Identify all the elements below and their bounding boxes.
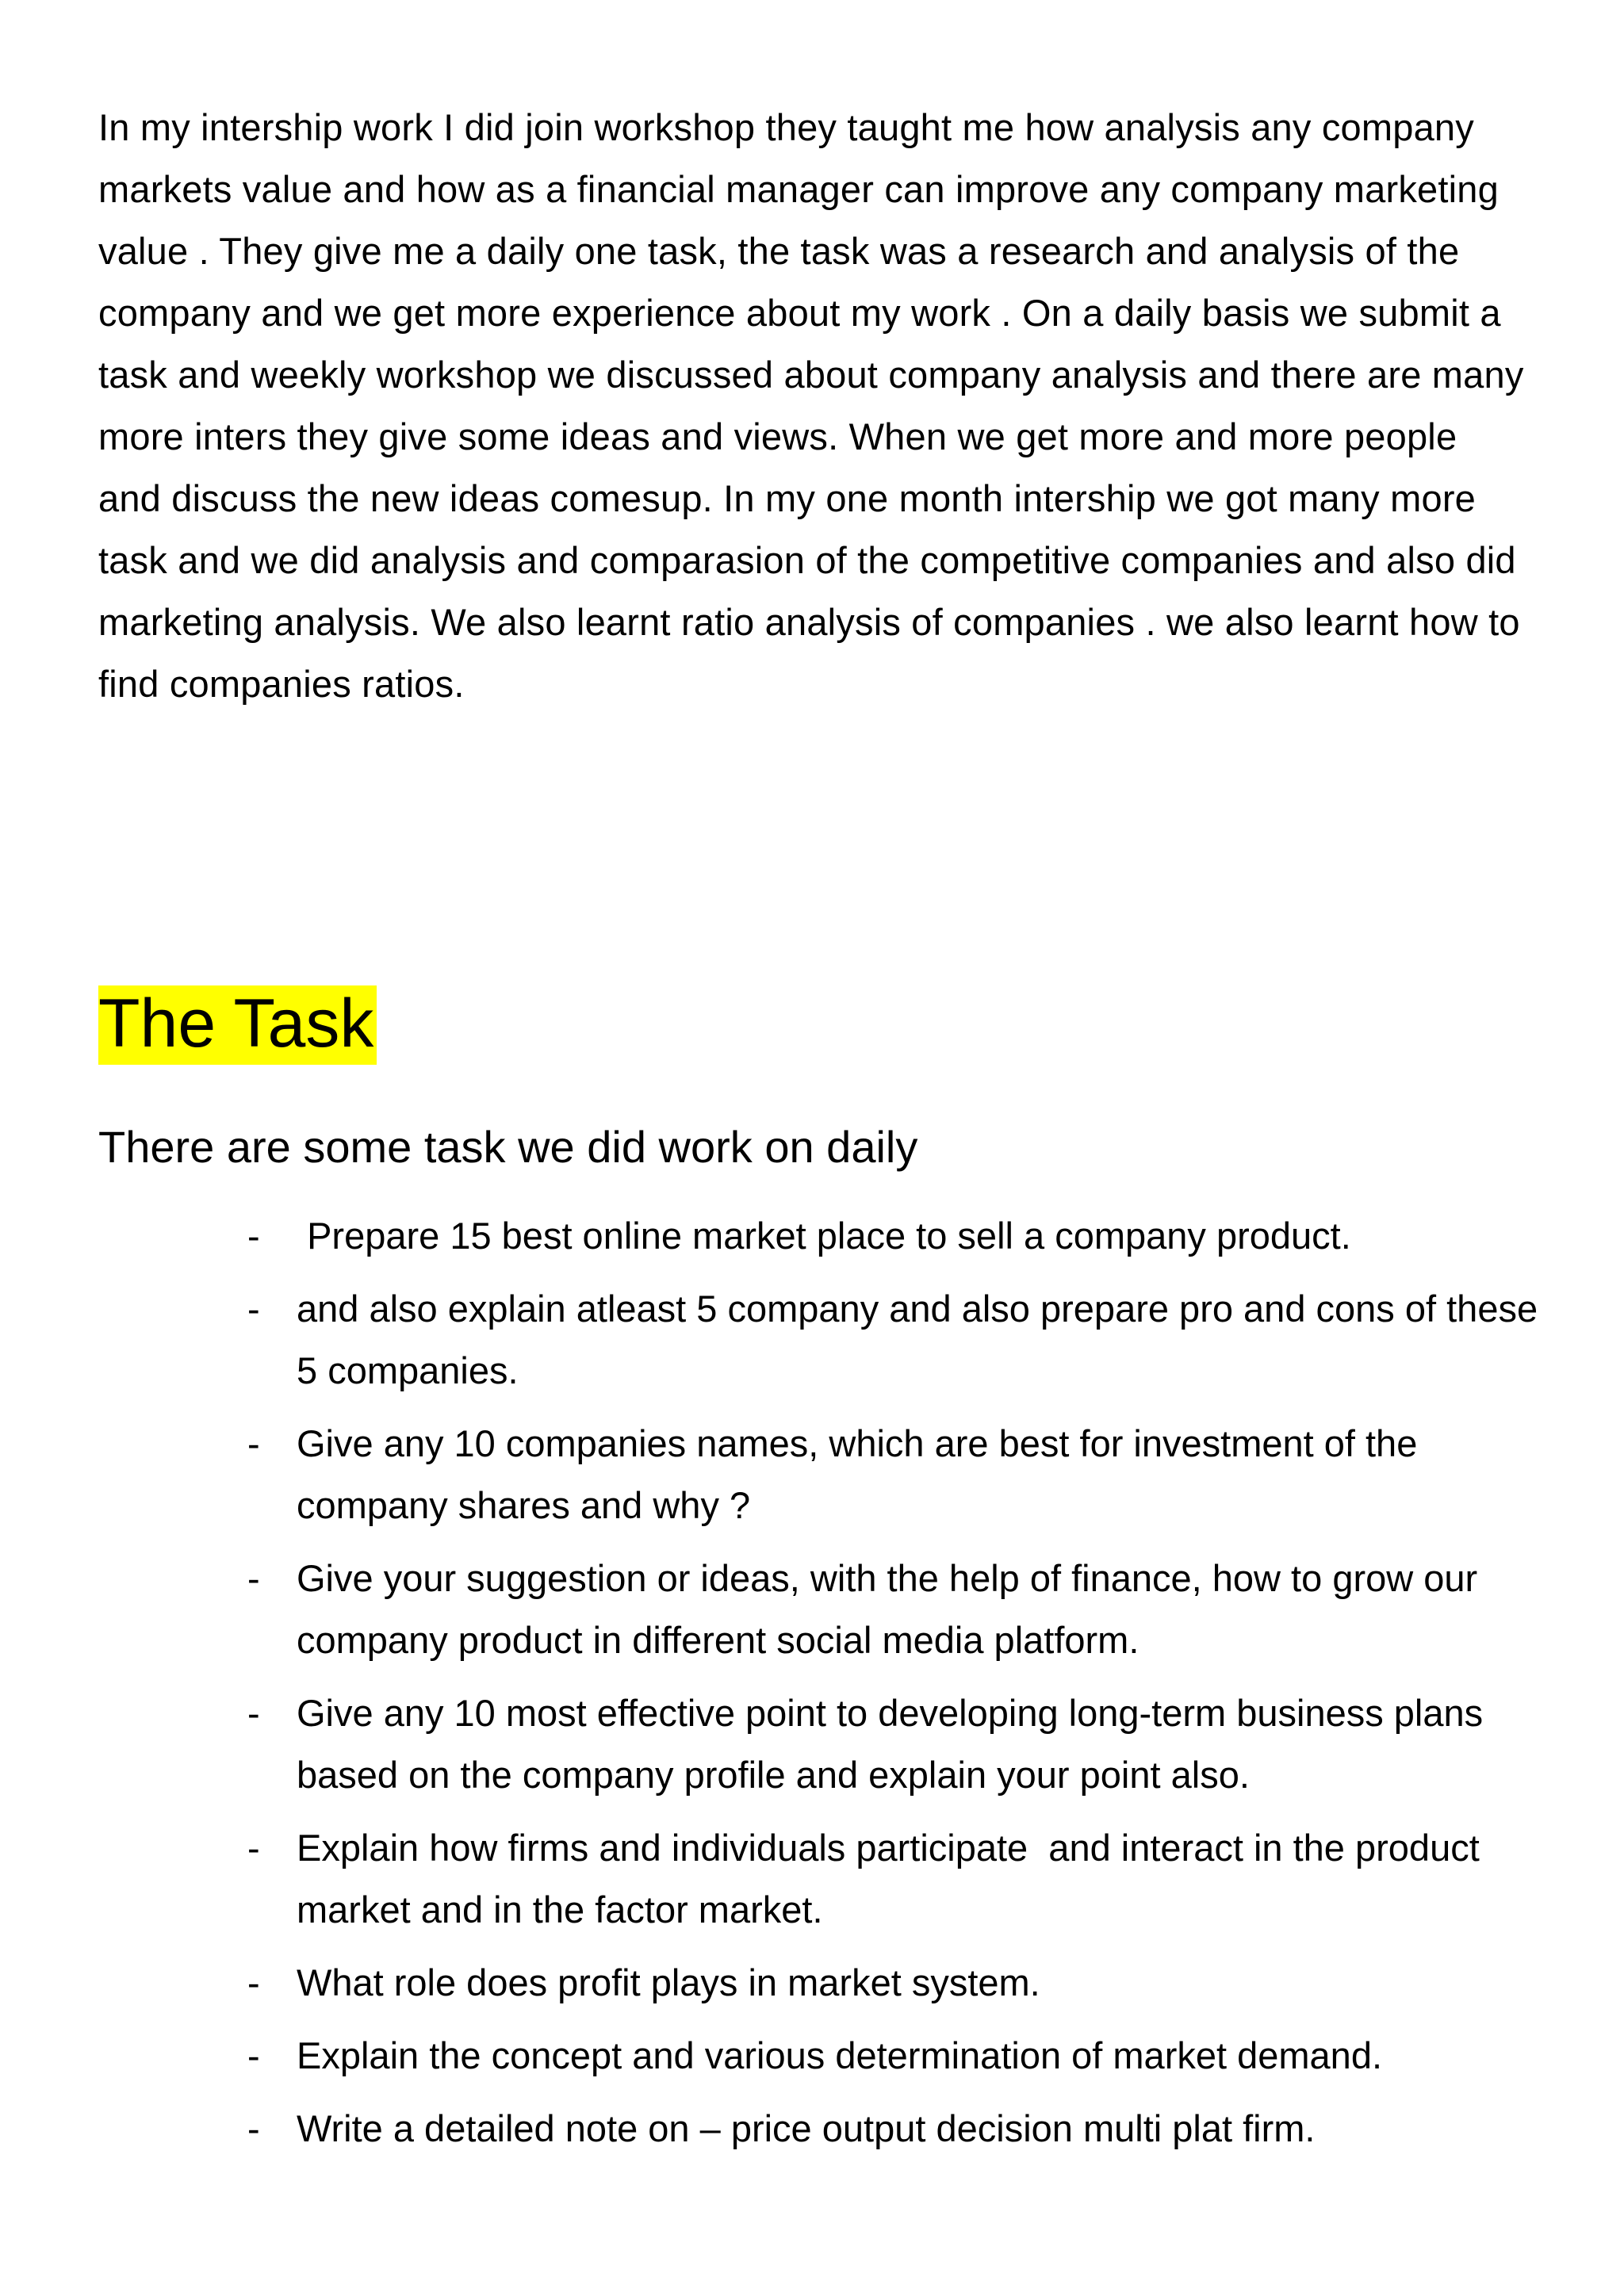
- bullet-dash: -: [247, 2034, 260, 2076]
- list-item: [238, 2098, 1538, 2160]
- list-item-text: Give any 10 most effective point to developing long-term business plans based on the company profile and explain your point also.: [297, 1692, 1484, 1796]
- list-item: [238, 1205, 1538, 1267]
- list-item-text: Write a detailed note on – price output decision multi plat firm.: [297, 2107, 1316, 2149]
- section-heading: [98, 977, 377, 1070]
- bullet-dash: -: [247, 1961, 260, 2003]
- list-item: [238, 1817, 1538, 1941]
- list-item: [238, 1548, 1538, 1671]
- task-list: [238, 1205, 1538, 2171]
- section-heading-highlight: The Task: [98, 985, 377, 1065]
- list-item-text: Explain how firms and individuals participate and interact in the product market and in the factor market.: [297, 1827, 1490, 1931]
- section-subheading: There are some task we did work on daily: [98, 1122, 918, 1172]
- intro-paragraph: In my intership work I did join workshop they taught me how analysis any company markets value and how as a financial manager can improve any company marketing value . They give me a daily one task, the task was a research and analysis of the company and we get more experience about my work . On a daily basis we submit a task and weekly workshop we discussed about company analysis and there are many more inters they give some ideas and views. When we get more and more people and discuss the new ideas comesup. In my one month intership we got many more task and we did analysis and comparasion of the competitive companies and also did marketing analysis. We also learnt ratio analysis of companies . we also learnt how to find companies ratios.: [98, 106, 1524, 705]
- bullet-dash: -: [247, 1288, 260, 1330]
- list-item-text: Explain the concept and various determination of market demand.: [297, 2034, 1383, 2076]
- bullet-dash: -: [247, 1827, 260, 1869]
- list-item-text: Prepare 15 best online market place to sell a company product.: [297, 1215, 1351, 1257]
- list-item-text: What role does profit plays in market system.: [297, 1961, 1040, 2003]
- list-item: [238, 1278, 1538, 1402]
- bullet-dash: -: [247, 1215, 260, 1257]
- bullet-dash: -: [247, 1692, 260, 1734]
- bullet-dash: -: [247, 1557, 260, 1599]
- list-item-text: Give your suggestion or ideas, with the help of finance, how to grow our company product in different social media platform.: [297, 1557, 1478, 1661]
- list-item: [238, 1413, 1538, 1536]
- list-item: [238, 1952, 1538, 2014]
- list-item-text: Give any 10 companies names, which are best for investment of the company shares and why ?: [297, 1422, 1418, 1526]
- bullet-dash: -: [247, 2107, 260, 2149]
- list-item-text: and also explain atleast 5 company and also prepare pro and cons of these 5 companies.: [297, 1288, 1538, 1391]
- bullet-dash: -: [247, 1422, 260, 1464]
- list-item: [238, 2025, 1538, 2087]
- list-item: [238, 1682, 1538, 1806]
